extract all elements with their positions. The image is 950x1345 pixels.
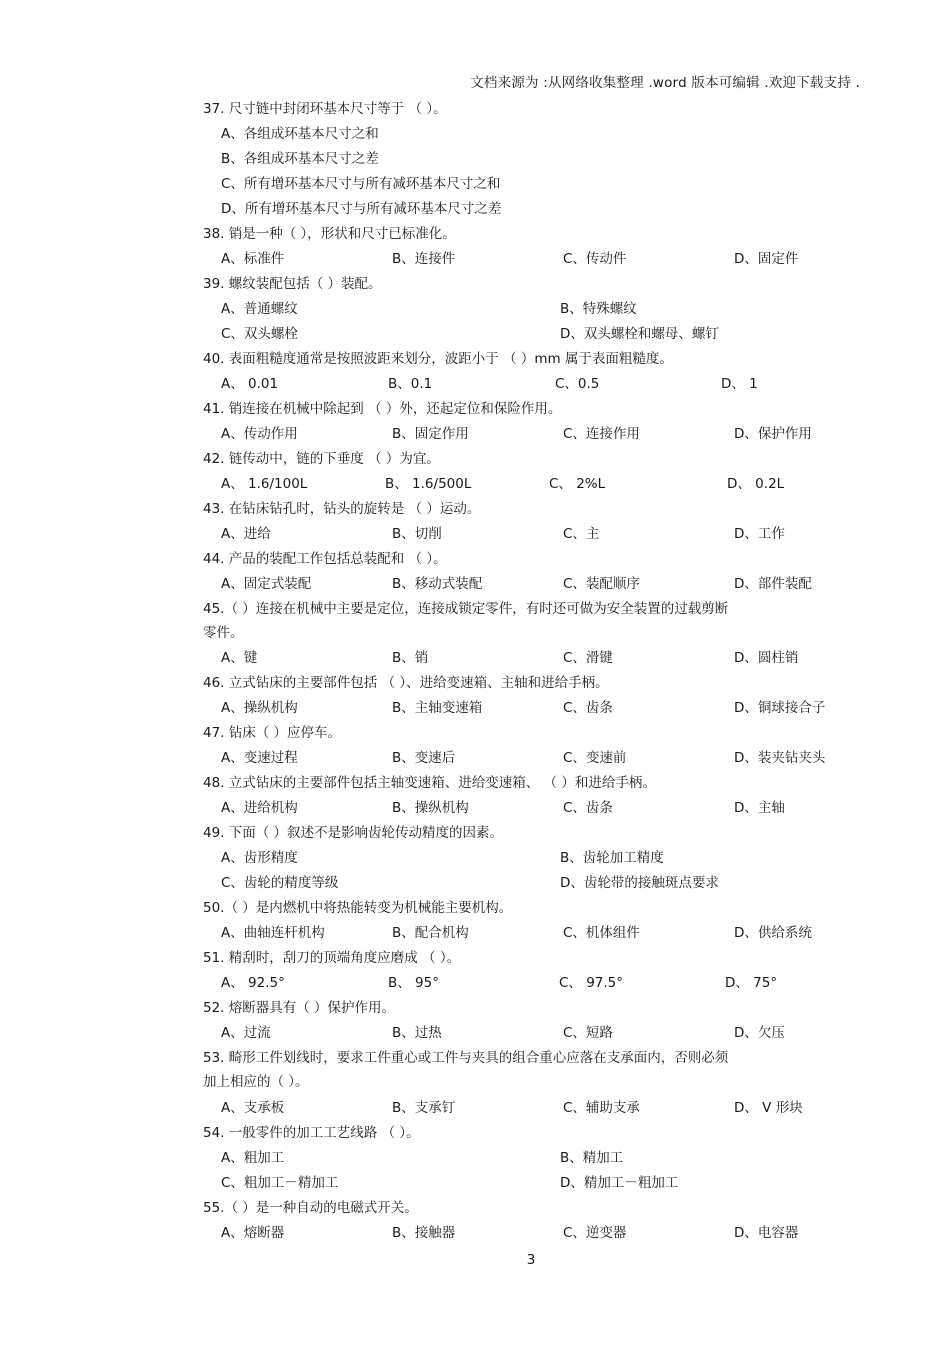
question-51-option-d: D、 75° [725, 975, 778, 991]
question-40-option-a: A、 0.01 [221, 376, 279, 392]
question-46-stem: 46. 立式钻床的主要部件包括 （ ）、进给变速箱、主轴和进给手柄。 [203, 675, 609, 691]
question-55-option-d: D、电容器 [734, 1225, 799, 1241]
question-46-option-d: D、铜球接合子 [734, 700, 826, 716]
question-53-stem: 53. 畸形工件划线时，要求工件重心或工件与夹具的组合重心应落在支承面内，否则必须 [203, 1050, 729, 1066]
question-45-option-b: B、销 [392, 650, 429, 666]
question-43-option-a: A、进给 [221, 526, 271, 542]
question-44-option-d: D、部件装配 [734, 576, 812, 592]
question-48-option-d: D、主轴 [734, 800, 785, 816]
question-42-option-d: D、 0.2L [727, 476, 785, 492]
question-37-stem: 37. 尺寸链中封闭环基本尺寸等于 （ ）。 [203, 101, 447, 117]
question-37-option-a: A、各组成环基本尺寸之和 [221, 126, 379, 142]
question-51-option-a: A、 92.5° [221, 975, 285, 991]
question-38-option-c: C、传动件 [563, 251, 627, 267]
question-39-option-c: C、双头螺栓 [221, 326, 298, 342]
question-39-stem: 39. 螺纹装配包括（ ）装配。 [203, 276, 382, 292]
question-55-option-c: C、逆变器 [563, 1225, 627, 1241]
question-53-option-b: B、支承钉 [392, 1100, 456, 1116]
question-54-option-c: C、粗加工－精加工 [221, 1175, 339, 1191]
question-46-option-b: B、主轴变速箱 [392, 700, 483, 716]
question-40-stem: 40. 表面粗糙度通常是按照波距来划分，波距小于 （ ）mm 属于表面粗糙度。 [203, 351, 673, 367]
question-50-option-a: A、曲轴连杆机构 [221, 925, 325, 941]
question-54-option-d: D、精加工－粗加工 [560, 1175, 679, 1191]
question-43-option-b: B、切削 [392, 526, 442, 542]
question-53-option-c: C、辅助支承 [563, 1100, 640, 1116]
question-38-option-b: B、连接件 [392, 251, 456, 267]
question-52-option-b: B、过热 [392, 1025, 442, 1041]
question-42-stem: 42. 链传动中，链的下垂度 （ ）为宜。 [203, 451, 440, 467]
question-42-option-c: C、 2%L [549, 476, 606, 492]
question-52-option-c: C、短路 [563, 1025, 613, 1041]
question-54-option-b: B、精加工 [560, 1150, 624, 1166]
question-52-stem: 52. 熔断器具有（ ）保护作用。 [203, 1000, 396, 1016]
question-51-stem: 51. 精刮时，刮刀的顶端角度应磨成 （ ）。 [203, 950, 461, 966]
question-49-option-a: A、齿形精度 [221, 850, 298, 866]
question-45-stem: 45.（ ）连接在机械中主要是定位，连接成锁定零件，有时还可做为安全装置的过载剪断 [203, 601, 729, 617]
question-40-option-b: B、0.1 [388, 376, 433, 392]
question-44-option-c: C、装配顺序 [563, 576, 640, 592]
question-41-stem: 41. 销连接在机械中除起到 （ ）外，还起定位和保险作用。 [203, 401, 562, 417]
question-47-option-a: A、变速过程 [221, 750, 298, 766]
question-47-stem: 47. 钻床（ ）应停车。 [203, 725, 342, 741]
question-53-option-a: A、支承板 [221, 1100, 285, 1116]
question-45-option-a: A、键 [221, 650, 258, 666]
question-44-stem: 44. 产品的装配工作包括总装配和 （ ）。 [203, 551, 447, 567]
question-45-option-d: D、圆柱销 [734, 650, 799, 666]
question-40-option-c: C、0.5 [555, 376, 600, 392]
question-41-option-d: D、保护作用 [734, 426, 812, 442]
question-45-stem-continued: 零件。 [203, 625, 244, 641]
question-53-option-d: D、 V 形块 [734, 1100, 803, 1116]
question-55-option-a: A、熔断器 [221, 1225, 285, 1241]
question-43-option-d: D、工作 [734, 526, 785, 542]
question-44-option-b: B、移动式装配 [392, 576, 483, 592]
question-52-option-a: A、过流 [221, 1025, 271, 1041]
question-37-option-d: D、所有增环基本尺寸与所有减环基本尺寸之差 [221, 201, 502, 217]
question-41-option-a: A、传动作用 [221, 426, 298, 442]
question-49-option-b: B、齿轮加工精度 [560, 850, 664, 866]
question-40-option-d: D、 1 [721, 376, 758, 392]
question-49-option-d: D、齿轮带的接触斑点要求 [560, 875, 719, 891]
question-49-stem: 49. 下面（ ）叙述不是影响齿轮传动精度的因素。 [203, 825, 504, 841]
question-50-stem: 50.（ ）是内燃机中将热能转变为机械能主要机构。 [203, 900, 513, 916]
question-41-option-c: C、连接作用 [563, 426, 640, 442]
question-47-option-c: C、变速前 [563, 750, 627, 766]
question-51-option-c: C、 97.5° [559, 975, 624, 991]
question-38-option-a: A、标准件 [221, 251, 285, 267]
question-43-stem: 43. 在钻床钻孔时，钻头的旋转是 （ ）运动。 [203, 501, 481, 517]
question-41-option-b: B、固定作用 [392, 426, 469, 442]
question-42-option-a: A、 1.6/100L [221, 476, 308, 492]
question-49-option-c: C、齿轮的精度等级 [221, 875, 339, 891]
question-54-option-a: A、粗加工 [221, 1150, 285, 1166]
question-46-option-a: A、操纵机构 [221, 700, 298, 716]
question-37-option-b: B、各组成环基本尺寸之差 [221, 151, 379, 167]
question-38-option-d: D、固定件 [734, 251, 799, 267]
question-47-option-d: D、装夹钻夹头 [734, 750, 826, 766]
question-48-option-a: A、进给机构 [221, 800, 298, 816]
question-45-option-c: C、滑键 [563, 650, 613, 666]
question-44-option-a: A、固定式装配 [221, 576, 312, 592]
question-48-stem: 48. 立式钻床的主要部件包括主轴变速箱、进给变速箱、 （ ）和进给手柄。 [203, 775, 656, 791]
question-50-option-d: D、供给系统 [734, 925, 812, 941]
question-52-option-d: D、欠压 [734, 1025, 785, 1041]
question-47-option-b: B、变速后 [392, 750, 456, 766]
question-37-option-c: C、所有增环基本尺寸与所有减环基本尺寸之和 [221, 176, 501, 192]
question-51-option-b: B、 95° [388, 975, 439, 991]
question-54-stem: 54. 一般零件的加工工艺线路 （ ）。 [203, 1125, 420, 1141]
question-53-stem-continued: 加上相应的（ ）。 [203, 1074, 309, 1090]
question-50-option-c: C、机体组件 [563, 925, 640, 941]
question-39-option-b: B、特殊螺纹 [560, 301, 637, 317]
page-header: 文档来源为 :从网络收集整理 .word 版本可编辑 .欢迎下载支持 . [470, 75, 860, 91]
question-39-option-a: A、普通螺纹 [221, 301, 298, 317]
question-48-option-c: C、齿条 [563, 800, 613, 816]
question-46-option-c: C、齿条 [563, 700, 613, 716]
question-55-option-b: B、接触器 [392, 1225, 456, 1241]
question-50-option-b: B、配合机构 [392, 925, 469, 941]
question-48-option-b: B、操纵机构 [392, 800, 469, 816]
question-38-stem: 38. 销是一种（ ），形状和尺寸已标准化。 [203, 226, 456, 242]
question-55-stem: 55.（ ）是一种自动的电磁式开关。 [203, 1200, 418, 1216]
question-39-option-d: D、双头螺栓和螺母、螺钉 [560, 326, 719, 342]
question-42-option-b: B、 1.6/500L [385, 476, 472, 492]
page-number: 3 [526, 1252, 536, 1268]
question-43-option-c: C、主 [563, 526, 600, 542]
